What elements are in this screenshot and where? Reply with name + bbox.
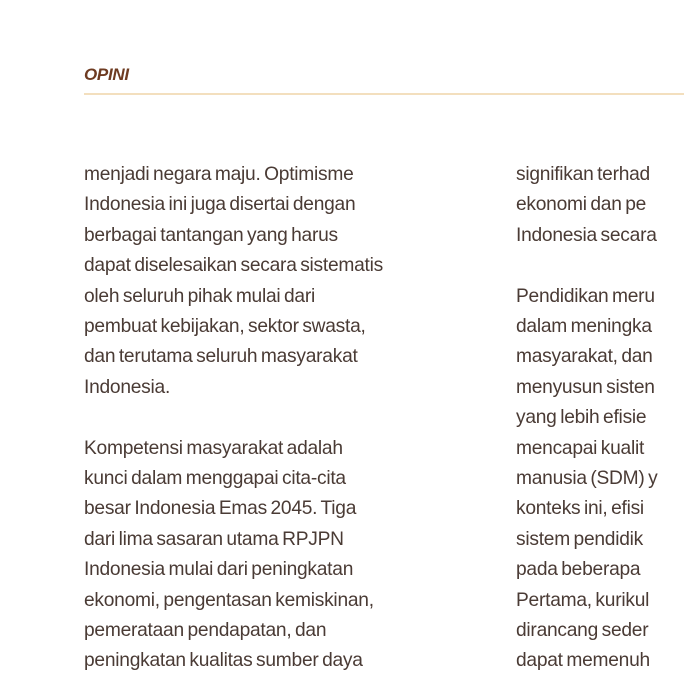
text-line: berbagai tantangan yang harus (84, 224, 338, 246)
text-line: Pendidikan meru (516, 285, 655, 307)
text-line: Kompetensi masyarakat adalah (84, 437, 343, 459)
text-line: ekonomi dan pe (516, 194, 647, 216)
paragraph (84, 160, 476, 403)
text-line: menyusun sisten (516, 376, 655, 398)
text-line: manusia (SDM) y (516, 468, 658, 490)
paragraph-gap (516, 251, 684, 281)
text-line: dapat diselesaikan secara sistematis (84, 255, 383, 277)
text-line: peningkatan kualitas sumber daya (84, 650, 363, 672)
article-column-left (84, 160, 476, 677)
text-line: dalam meningka (516, 316, 652, 338)
text-line: Indonesia mulai dari peningkatan (84, 559, 354, 581)
text-line: Indonesia secara (516, 224, 657, 246)
text-line: menjadi negara maju. Optimisme (84, 164, 354, 185)
text-line: pembuat kebijakan, sektor swasta, (84, 316, 366, 338)
text-line: signifikan terhad (516, 164, 650, 185)
text-line: kunci dalam menggapai cita-cita (84, 468, 346, 490)
paragraph (516, 160, 684, 251)
text-line: Indonesia. (84, 376, 171, 398)
text-line: pemerataan pendapatan, dan (84, 620, 327, 642)
paragraph-gap (84, 403, 476, 433)
text-line: oleh seluruh pihak mulai dari (84, 285, 315, 307)
text-line: mencapai kualit (516, 437, 645, 459)
text-line: dan terutama seluruh masyarakat (84, 346, 358, 368)
text-line: besar Indonesia Emas 2045. Tiga (84, 498, 357, 520)
header-divider (84, 93, 684, 95)
text-line: Indonesia ini juga disertai dengan (84, 194, 356, 216)
paragraph (516, 282, 684, 677)
page-header (84, 64, 684, 95)
text-line: konteks ini, efisi (516, 498, 644, 520)
text-line: sistem pendidik (516, 528, 643, 550)
text-line: dari lima sasaran utama RPJPN (84, 528, 344, 550)
text-line: masyarakat, dan (516, 346, 653, 368)
paragraph (84, 434, 476, 677)
text-line: dirancang seder (516, 620, 649, 642)
text-line: ekonomi, pengentasan kemiskinan, (84, 589, 374, 611)
text-line: Pertama, kurikul (516, 589, 650, 611)
text-line: pada beberapa (516, 559, 641, 581)
text-line: yang lebih efisie (516, 407, 647, 429)
section-label: OPINI (84, 65, 129, 84)
article-column-right (516, 160, 684, 677)
text-line: dapat memenuh (516, 650, 650, 672)
